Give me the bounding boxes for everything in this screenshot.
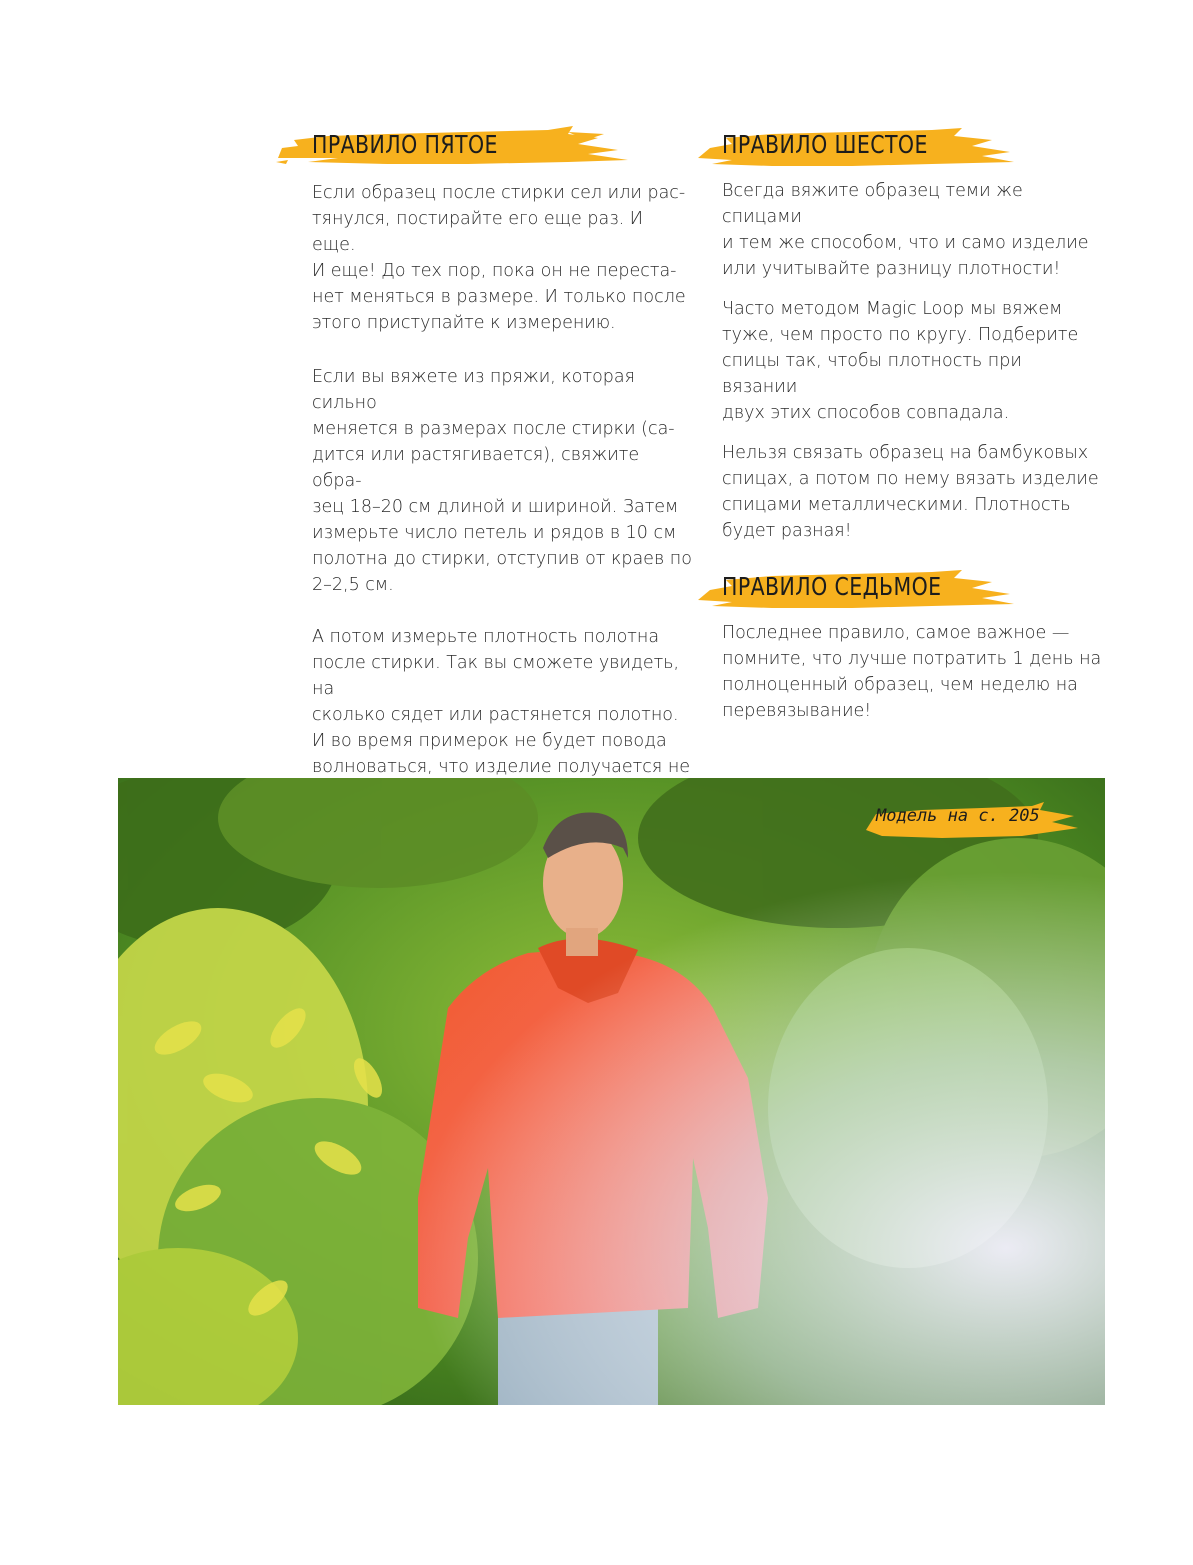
- rule-six-column: [722, 118, 1102, 724]
- model-photo: [118, 778, 1105, 1405]
- rule-seven-heading: [722, 560, 1102, 618]
- model-page-reference-text: Модель на с. 205: [876, 806, 1040, 826]
- rule-five-title: ПРАВИЛО ПЯТОЕ: [312, 130, 498, 159]
- rule-seven-title: ПРАВИЛО СЕДЬМОЕ: [722, 572, 942, 601]
- rule-five-column: [312, 118, 692, 806]
- rule-six-heading: [722, 118, 1102, 176]
- photo-illustration: [118, 778, 1105, 1405]
- rule-seven-paragraph-1: Последнее правило, самое важное — помните, что лучше потратить 1 день на полноценный образец, чем неделю на перевязывание!: [722, 623, 1102, 721]
- rule-five-paragraph-3: А потом измерьте плотность полотна после стирки. Так вы сможете увидеть, на сколько сядет или растянется полотно. И во время примерок не будет повода волноваться, что изделие получается не: [312, 627, 691, 777]
- rule-six-paragraph-1: Всегда вяжите образец теми же спицами и тем же способом, что и само изделие или учитывайте разницу плотности!: [722, 181, 1089, 279]
- rule-five-heading: [312, 118, 692, 176]
- rule-five-paragraph-2: Если вы вяжете из пряжи, которая сильно меняется в размерах после стирки (са- дится или растягивается), свяжите обра- зец 18–20 см длиной и шириной. Затем измерьте число петель и рядов в 10 см полотна до стирки, отступив от краев по 2–2,5 см.: [312, 367, 692, 595]
- model-page-reference: [862, 800, 1082, 842]
- rule-five-paragraph-1: Если образец после стирки сел или рас- тянулся, постирайте его еще раз. И еще. И еще! До тех пор, пока он не переста- нет меняться в размере. И только после этого приступайте к измерению.: [312, 183, 686, 333]
- rule-six-title: ПРАВИЛО ШЕСТОЕ: [722, 130, 928, 159]
- rule-six-paragraph-3: Нельзя связать образец на бамбуковых спицах, а потом по нему вязать изделие спицами металлическими. Плотность будет разная!: [722, 443, 1099, 541]
- rule-six-paragraph-2: Часто методом Magic Loop мы вяжем туже, чем просто по кругу. Подберите спицы так, чтобы плотность при вязании двух этих способов совпадала.: [722, 299, 1079, 423]
